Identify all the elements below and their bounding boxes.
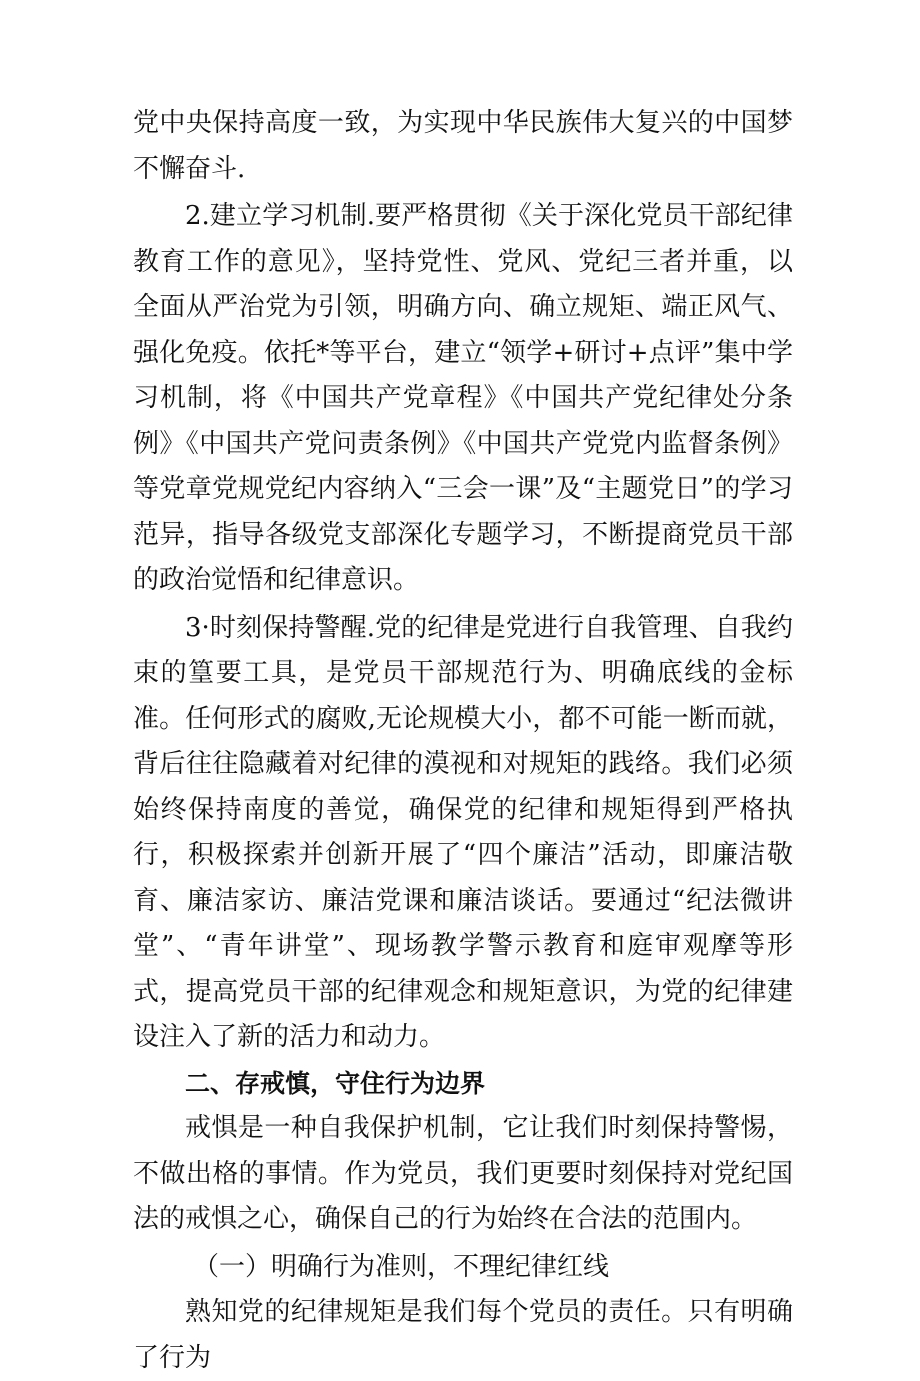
- paragraph-item-3: 3·时刻保持警醒.党的纪律是党进行自我管理、自我约束的篁要工具，是党员干部规范行为、明确底线的金标准。任何形式的腐败,无论规模大小，都不可能一断而就，背后往往隐藏着对纪律的漠视和对规矩的践络。我们必须始终保持南度的善觉，确保党的纪律和规矩得到严格执行，积极探索并创新开展了“四个廉洁”活动，即廉洁敬育、廉洁家访、廉洁党课和廉洁谈话。要通过“纪法微讲堂”、“青年讲堂”、现场教学警示教育和庭审观摩等形式，提高党员干部的纪律观念和规矩意识，为党的纪律建设注入了新的活力和动力。: [133, 612, 793, 1052]
- paragraph-item-2: 2.建立学习机制.要严格贯彻《关于深化党员干部纪律教育工作的意见》，坚持党性、党风、党纪三者并重，以全面从严治党为引领，明确方向、确立规矩、端正风气、强化免疫。依托*等平台，建立“领学+研讨+点评”集中学习机制，将《中国共产党章程》《中国共产党纪律处分条例》《中国共产党问责条例》《中国共产党党内监督条例》等党章党规党纪内容纳入“三会一课”及“主题党日”的学习范异，指导各级党支部深化专题学习，不断提商党员干部的政治觉悟和纪律意识。: [133, 201, 793, 595]
- document-body: [133, 101, 793, 1381]
- paragraph-last: 熟知党的纪律规矩是我们每个党员的责任。只有明确了行为: [133, 1297, 793, 1373]
- subsection-heading: （一）明确行为准则，不理纪律红线: [193, 1251, 610, 1282]
- section-heading: 二、存戒慎，守住行为边界: [185, 1068, 486, 1098]
- paragraph-vigilance: 戒惧是一种自我保护机制，它让我们时刻保持警惕，不做出格的事情。作为党员，我们更要时刻保持对党纪国法的戒惧之心，确保自己的行为始终在合法的范围内。: [133, 1113, 793, 1234]
- paragraph-continuation: 党中央保持高度一致，为实现中华民族伟大复兴的中国梦不懈奋斗.: [133, 108, 793, 184]
